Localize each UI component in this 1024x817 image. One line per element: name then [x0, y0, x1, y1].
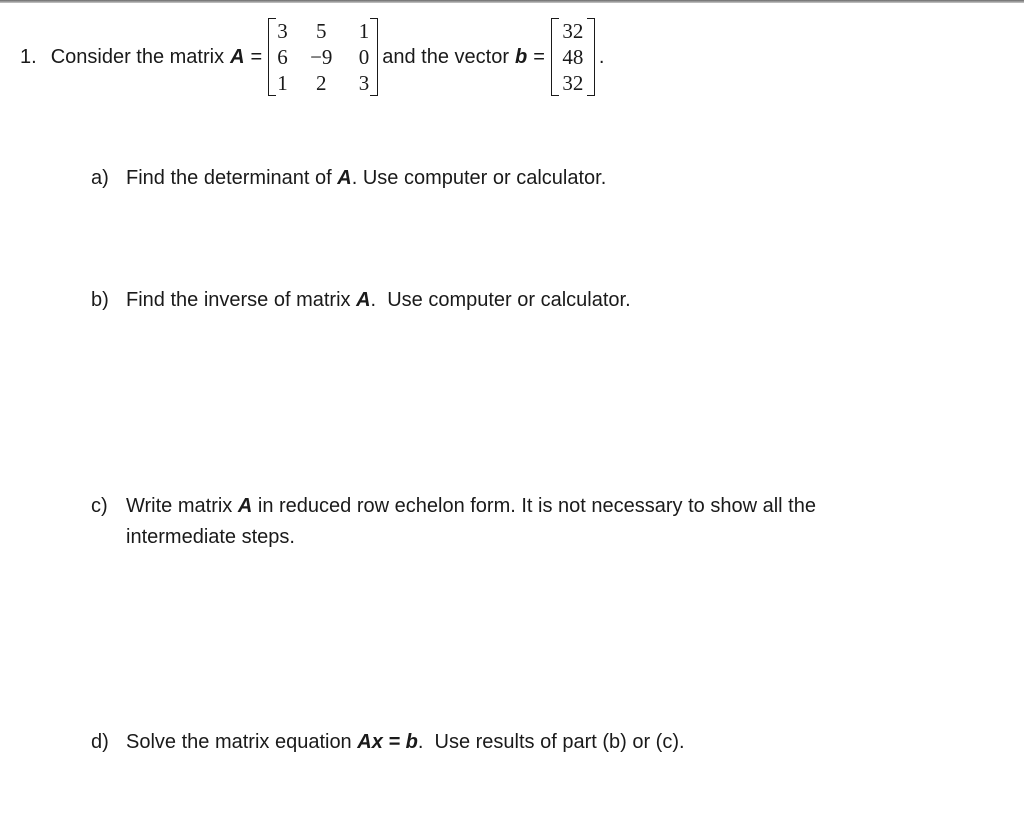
matrix-cell: 2 [315, 70, 327, 95]
matrix-cell: 1 [277, 70, 288, 95]
vector-b-entries [559, 18, 587, 96]
matrix-cell: −9 [310, 44, 333, 69]
part-a [91, 163, 916, 194]
right-bracket [370, 18, 378, 96]
part-label: c) [91, 495, 108, 517]
part-label: b) [91, 289, 109, 311]
top-border-line [0, 0, 1024, 3]
matrix-cell: 0 [358, 44, 370, 69]
question-number: 1. [20, 45, 37, 68]
matrix-symbol: A [337, 167, 352, 189]
matrix-cell: 3 [277, 18, 288, 43]
matrix-symbol: A [356, 289, 371, 311]
vector-b [551, 18, 595, 96]
part-text [126, 163, 916, 194]
right-bracket [587, 18, 595, 96]
matrix-symbol: A [230, 45, 245, 68]
part-text [126, 285, 916, 316]
part-text-pre: Find the inverse of matrix [126, 289, 351, 311]
part-text-post: . Use results of part (b) or (c). [417, 731, 685, 753]
vector-cell: 48 [562, 44, 584, 69]
vector-symbol: b [514, 45, 528, 68]
left-bracket [551, 18, 559, 96]
matrix-a [268, 18, 378, 96]
part-text [126, 491, 916, 553]
part-c [91, 491, 916, 553]
matrix-equation: Ax = b [357, 731, 418, 753]
matrix-cell: 5 [315, 18, 327, 43]
part-label: a) [91, 167, 109, 189]
part-b [91, 285, 916, 316]
vector-cell: 32 [562, 18, 584, 43]
question-1-statement [20, 16, 604, 98]
period: . [598, 45, 605, 68]
vector-cell: 32 [562, 70, 584, 95]
matrix-cell: 6 [277, 44, 288, 69]
left-bracket [268, 18, 276, 96]
part-text-post: . Use computer or calculator. [370, 289, 631, 311]
part-text [126, 727, 916, 758]
matrix-cell: 3 [358, 70, 370, 95]
part-label: d) [91, 731, 109, 753]
matrix-a-entries [276, 18, 370, 96]
part-text-post: in reduced row echelon form. It is not necessary to show all the intermediate steps. [126, 495, 816, 548]
equals-sign: = [250, 45, 263, 68]
part-text-pre: Write matrix [126, 495, 233, 517]
question-intro: Consider the matrix [50, 45, 225, 68]
part-text-pre: Solve the matrix equation [126, 731, 352, 753]
part-text-post: . Use computer or calculator. [351, 167, 607, 189]
part-text-pre: Find the determinant of [126, 167, 332, 189]
part-d [91, 727, 916, 758]
equals-sign: = [533, 45, 545, 68]
connector-text: and the vector [382, 45, 509, 68]
matrix-cell: 1 [358, 18, 370, 43]
matrix-symbol: A [237, 495, 253, 517]
